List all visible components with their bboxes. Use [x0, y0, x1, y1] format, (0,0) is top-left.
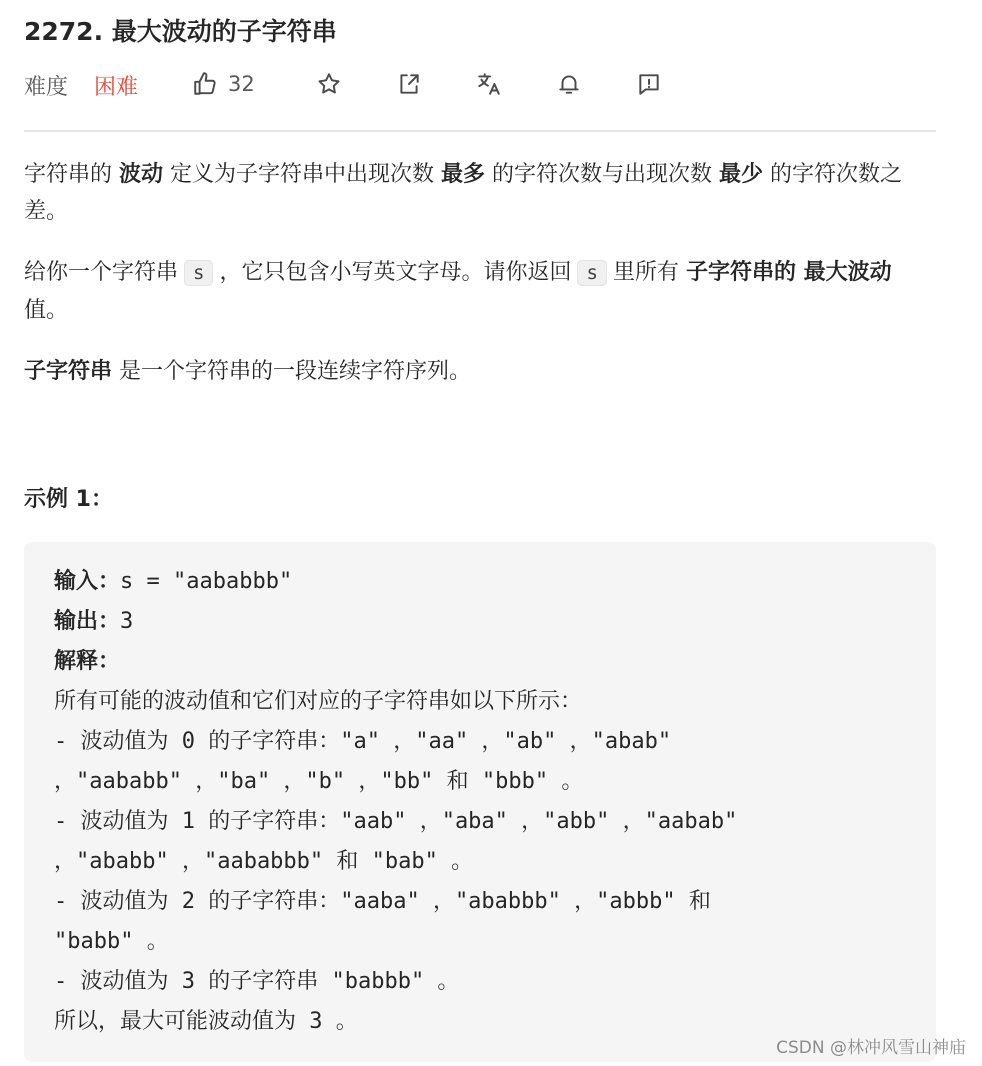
notification-button[interactable] — [554, 68, 584, 100]
explanation-line: - 波动值为 1 的子字符串："aab" ，"aba" ，"abb" ，"aabab" — [54, 809, 738, 834]
example-input-line: 输入：s = "aababbb" — [54, 569, 293, 594]
inline-code: s — [184, 260, 213, 286]
feedback-icon — [636, 71, 662, 97]
description-paragraph-2: 给你一个字符串 s ，它只包含小写英文字母。请你返回 s 里所有 子字符串的 最大波动 值。 — [24, 260, 892, 323]
description-paragraph-1: 字符串的 波动 定义为子字符串中出现次数 最多 的字符次数与出现次数 最少 的字符次数之差。 — [24, 162, 903, 224]
explanation-line: 所有可能的波动值和它们对应的子字符串如以下所示： — [54, 689, 583, 714]
explanation-line: 所以，最大可能波动值为 3 。 — [54, 1009, 358, 1034]
watermark: CSDN @林冲风雪山神庙 — [776, 1038, 966, 1058]
explanation-line: ，"ababb" ，"aababbb" 和 "bab" 。 — [54, 849, 474, 874]
like-count: 32 — [228, 72, 255, 96]
explanation-line: ，"aababb" ，"ba" ，"b" ，"bb" 和 "bbb" 。 — [54, 769, 584, 794]
translate-icon — [476, 71, 502, 97]
example-code-block — [24, 542, 936, 1062]
thumbs-up-icon — [192, 71, 218, 97]
favorite-button[interactable] — [314, 68, 344, 100]
difficulty-value: 困难 — [94, 75, 139, 100]
difficulty-label: 难度 — [24, 75, 69, 100]
explanation-line: - 波动值为 3 的子字符串 "babbb" 。 — [54, 969, 460, 994]
star-icon — [316, 71, 342, 97]
share-button[interactable] — [394, 68, 424, 100]
problem-meta-bar — [24, 64, 936, 104]
explanation-line: "babb" 。 — [54, 929, 169, 954]
share-icon — [396, 71, 422, 97]
bell-icon — [556, 71, 582, 97]
like-button[interactable] — [192, 68, 255, 100]
explanation-line: - 波动值为 2 的子字符串："aaba" ，"ababbb" ，"abbb" 和 — [54, 889, 711, 914]
example-title: 示例 1： — [24, 487, 113, 512]
description-paragraph-3: 子字符串 是一个字符串的一段连续字符序列。 — [24, 359, 472, 384]
example-output-line: 输出：3 — [54, 609, 134, 634]
page-title: 2272. 最大波动的子字符串 — [24, 17, 337, 46]
example-explanation-label: 解释： — [54, 649, 121, 674]
inline-code: s — [577, 260, 606, 286]
translate-button[interactable] — [474, 68, 504, 100]
problem-description — [24, 156, 904, 414]
feedback-button[interactable] — [634, 68, 664, 100]
explanation-line: - 波动值为 0 的子字符串："a" ，"aa" ，"ab" ，"abab" — [54, 729, 672, 754]
header-divider — [24, 130, 936, 132]
